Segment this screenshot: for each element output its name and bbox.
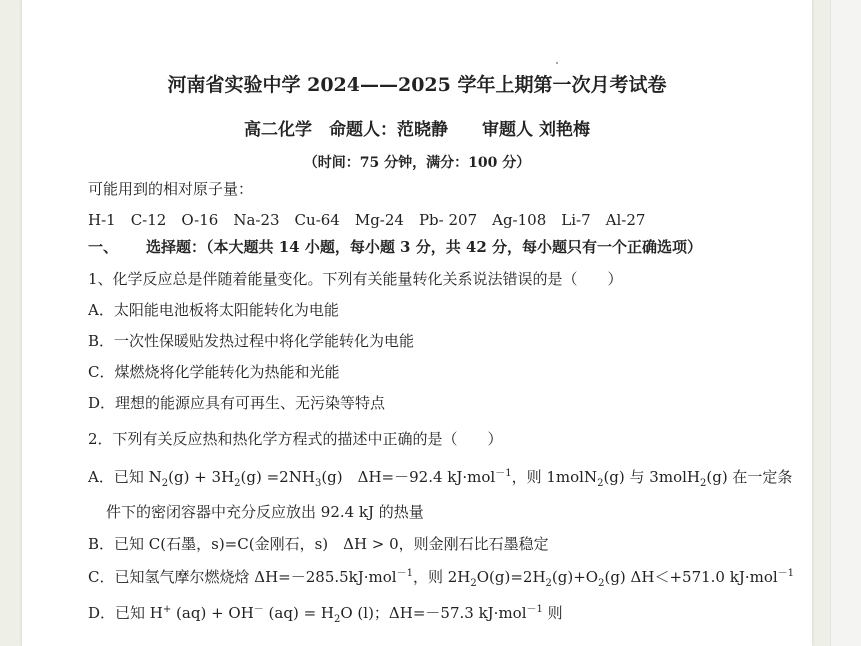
q1-option-c: C．煤燃烧将化学能转化为热能和光能 xyxy=(88,363,340,381)
section-number: 一、 xyxy=(88,238,119,256)
q1-option-b: B．一次性保暖贴发热过程中将化学能转化为电能 xyxy=(88,332,415,350)
section-title: 选择题：（本大题共 14 小题，每小题 3 分，共 42 分，每小题只有一个正确选项） xyxy=(146,238,703,256)
q1-option-a: A．太阳能电池板将太阳能转化为电能 xyxy=(88,301,339,319)
q2-option-a-cont: 件下的密闭容器中充分反应放出 92.4 kJ 的热量 xyxy=(106,503,424,521)
q1-stem: 1、化学反应总是伴随着能量变化。下列有关能量转化关系说法错误的是（ ） xyxy=(88,270,623,288)
document-page xyxy=(22,0,812,646)
exam-time-info: （时间：75 分钟，满分：100 分） xyxy=(303,155,531,171)
section-heading xyxy=(88,236,702,257)
exam-subtitle: 高二化学 命题人：范晓静 审题人 刘艳梅 xyxy=(244,120,590,140)
exam-title: 河南省实验中学 2024——2025 学年上期第一次月考试卷 xyxy=(167,74,667,96)
q2-option-c: C．已知氢气摩尔燃烧焓 ΔH=－285.5kJ·mol$^{-1}$，则 $2H_2O(g)=2H_2(g)+O_2(g)$ ΔH＜+571.0 kJ·mol$^{-1}$ xyxy=(88,568,795,589)
q2-option-b: B．已知 C(石墨，s)=C(金刚石，s) ΔH > 0，则金刚石比石墨稳定 xyxy=(88,535,549,553)
atomic-mass-label: 可能用到的相对原子量： xyxy=(88,180,254,198)
q2-stem: 2．下列有关反应热和热化学方程式的描述中正确的是（ ） xyxy=(88,430,503,448)
q1-option-d: D．理想的能源应具有可再生、无污染等特点 xyxy=(88,394,386,412)
q2-option-a: A．已知 $N_2(g) + 3H_2(g) =2NH_3(g)$ ΔH=－92.4 kJ·mol$^{-1}$，则 1molN$_2$(g) 与 3molH$_2$(g) 在一定条 xyxy=(88,468,793,489)
q2-option-d: D．已知 H+ (aq) + OH－ $(aq) = H_2O$ (l)；ΔH=－57.3 kJ·mol$^{-1}$ 则 xyxy=(88,604,563,625)
scrollbar-track[interactable] xyxy=(830,0,861,646)
page-dot xyxy=(556,62,558,64)
atomic-mass-values: H-1 C-12 O-16 Na-23 Cu-64 Mg-24 Pb- 207 Ag-108 Li-7 Al-27 xyxy=(88,211,646,229)
